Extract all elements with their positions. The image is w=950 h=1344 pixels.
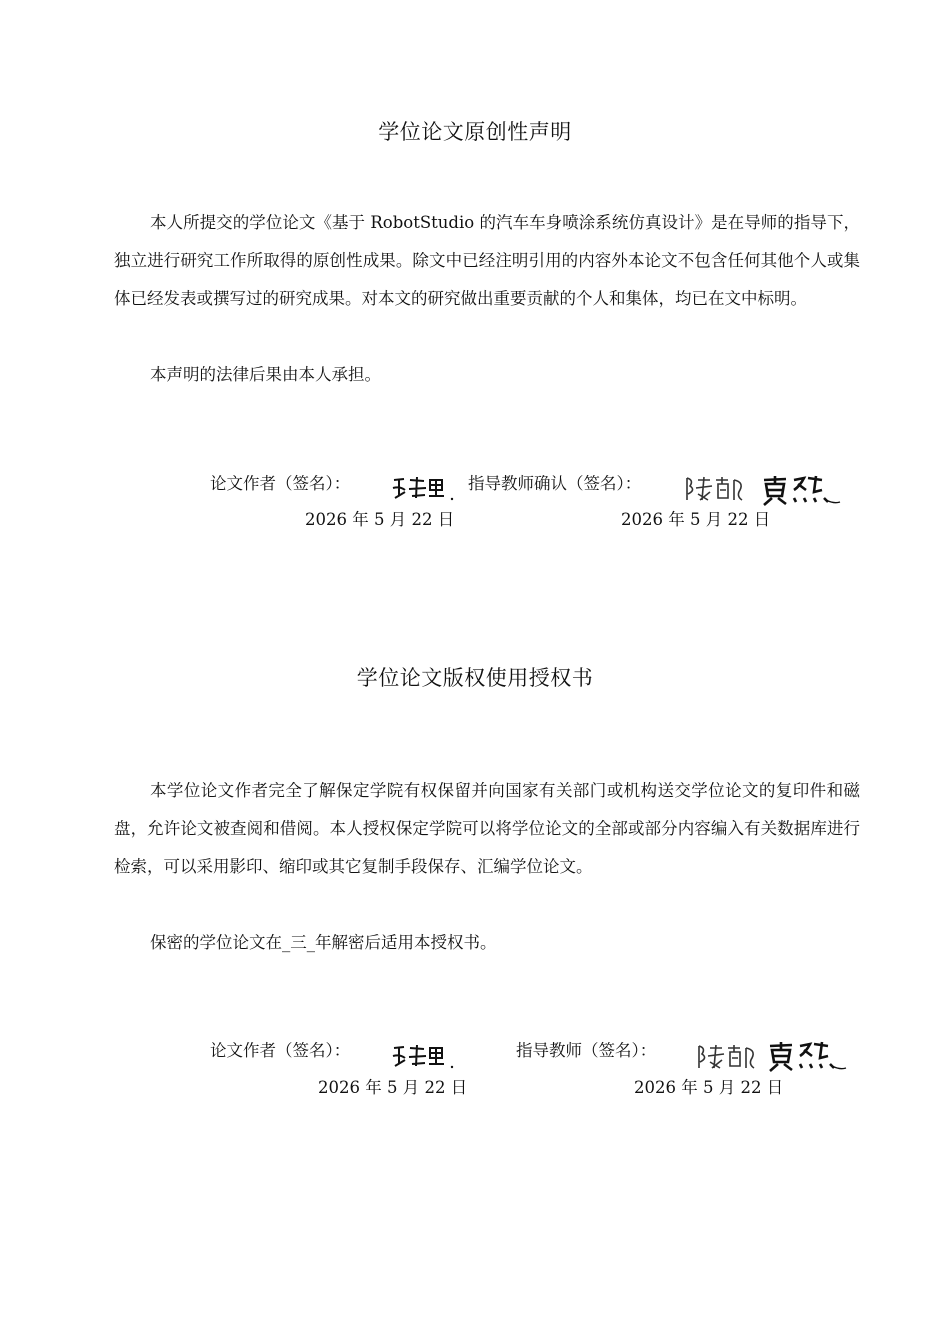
declaration-advisor-label: 指导教师确认（签名）：: [468, 474, 642, 493]
advisor-signature-1: [684, 474, 748, 504]
author-signature: [390, 474, 458, 504]
declaration-paragraph-2: 本声明的法律后果由本人承担。: [150, 365, 381, 384]
advisor-signature-2: [760, 474, 842, 508]
authorization-author-date: 2026 年 5 月 22 日: [318, 1078, 468, 1097]
authorization-advisor-date: 2026 年 5 月 22 日: [634, 1078, 784, 1097]
declaration-author-label: 论文作者（签名）：: [210, 474, 351, 493]
authorization-author-label: 论文作者（签名）：: [210, 1041, 351, 1060]
declaration-paragraph-1: 本人所提交的学位论文《基于 RobotStudio 的汽车车身喷涂系统仿真设计》是在导师的指导下，独立进行研究工作所取得的原创性成果。除文中已经注明引用的内容外本论文不包含任何其他个人或集体已经发表或撰写过的研究成果。对本文的研究做出重要贡献的个人和集体，均已在文中标明。: [114, 213, 860, 308]
advisor-signature-2: [766, 1040, 848, 1074]
authorization-advisor-label: 指导教师（签名）：: [516, 1041, 657, 1060]
authorization-paragraph-1: 本学位论文作者完全了解保定学院有权保留并向国家有关部门或机构送交学位论文的复印件和磁盘，允许论文被查阅和借阅。本人授权保定学院可以将学位论文的全部或部分内容编入有关数据库进行检索，可以采用影印、缩印或其它复制手段保存、汇编学位论文。: [114, 781, 860, 876]
authorization-title: 学位论文版权使用授权书: [356, 666, 594, 690]
declaration-title: 学位论文原创性声明: [378, 120, 572, 144]
authorization-paragraph-2: 保密的学位论文在_三_年解密后适用本授权书。: [150, 933, 497, 952]
declaration-author-date: 2026 年 5 月 22 日: [305, 510, 455, 529]
author-signature: [390, 1042, 458, 1072]
declaration-advisor-date: 2026 年 5 月 22 日: [621, 510, 771, 529]
advisor-signature-1: [696, 1042, 760, 1072]
